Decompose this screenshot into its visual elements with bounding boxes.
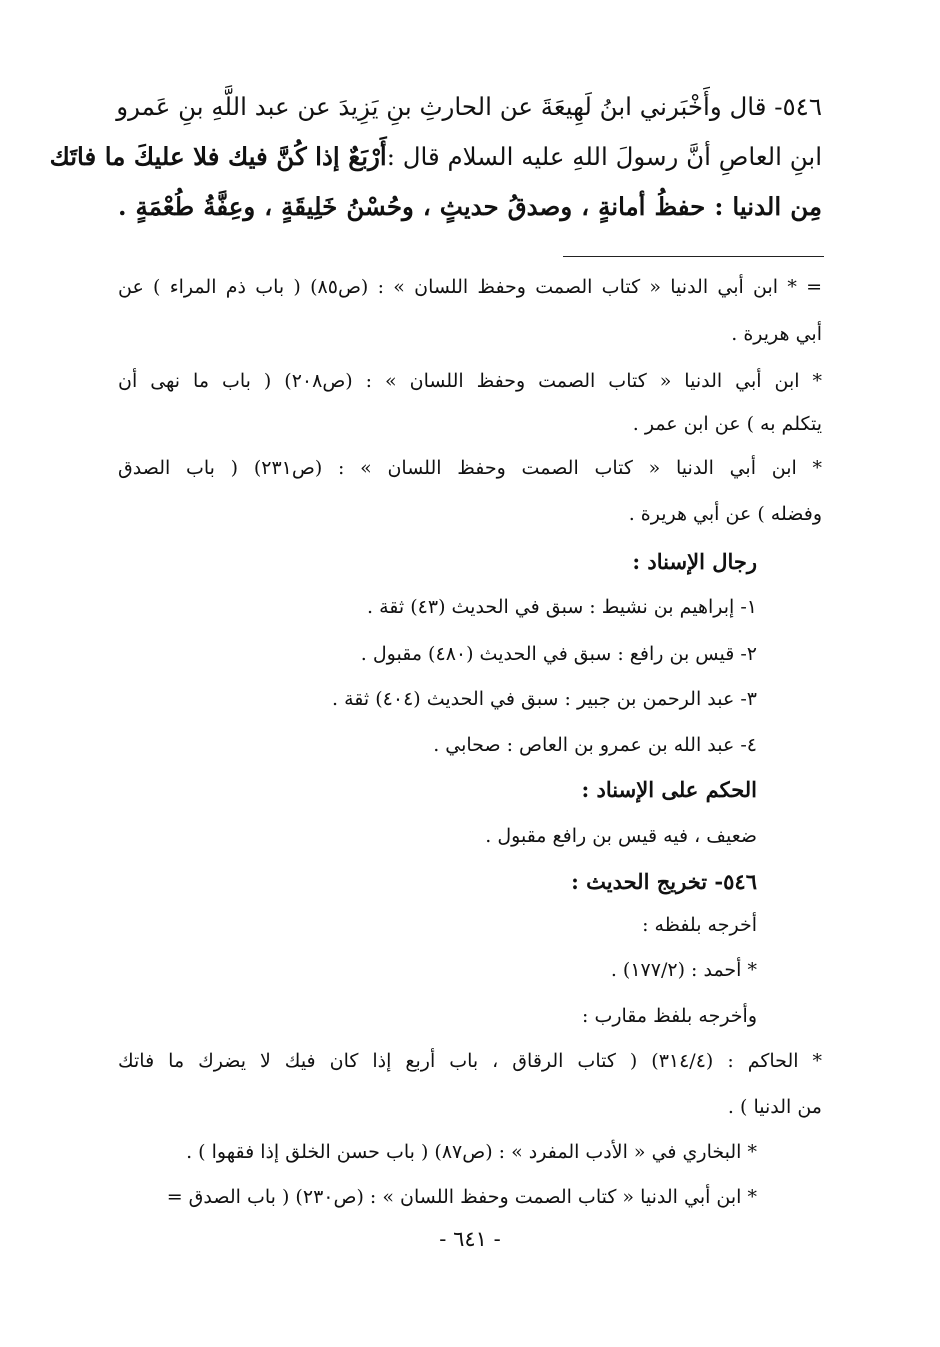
narrator-2: ٢- قيس بن رافع : سبق في الحديث (٤٨٠) مقبول . xyxy=(360,643,757,665)
hadith-line-3: مِن الدنيا : حفظُ أمانةٍ ، وصدقُ حديثٍ ، وحُسْنُ خَلِيقَةٍ ، وعِفَّةُ طُعْمَةٍ . xyxy=(118,192,822,221)
bilafzihi-text: أخرجه بلفظه : xyxy=(642,914,757,936)
narrator-3: ٣- عبد الرحمن بن جبير : سبق في الحديث (٤٠٤) ثقة . xyxy=(332,688,757,710)
hadith-line-2 xyxy=(49,142,822,171)
footnote-separator xyxy=(563,256,824,257)
footnote-2-line-1: * ابن أبي الدنيا « كتاب الصمت وحفظ اللسان » : (ص٢٠٨) ( باب ما نهى أن xyxy=(118,370,822,392)
narrator-4: ٤- عبد الله بن عمرو بن العاص : صحابي . xyxy=(433,734,757,756)
bukhari-citation: * البخاري في « الأدب المفرد » : (ص٨٧) ( باب حسن الخلق إذا فقهوا ) . xyxy=(186,1141,757,1163)
footnote-1-line-2: أبي هريرة . xyxy=(731,323,822,345)
footnote-3-line-2: وفضله ) عن أبي هريرة . xyxy=(628,503,822,525)
muqarib-text: وأخرجه بلفظ مقارب : xyxy=(582,1005,757,1027)
hadith-intro-text: ابنِ العاصِ أنَّ رسولَ اللهِ عليه السلام قال : xyxy=(386,142,822,171)
rijal-heading: رجال الإسناد : xyxy=(632,549,757,574)
hakim-citation-line-1: * الحاكم : (٣١٤/٤) ( كتاب الرقاق ، باب أربع إذا كان فيك لا يضرك ما فاتك xyxy=(118,1050,822,1072)
hadith-line-1: ٥٤٦- قال وأَخْبَرني ابنُ لَهِيعَةَ عن الحارثِ بنِ يَزِيدَ عن عبد اللَّهِ بنِ عَمرو xyxy=(116,92,822,121)
hukm-heading: الحكم على الإسناد : xyxy=(581,777,757,802)
takhrij-heading: ٥٤٦- تخريج الحديث : xyxy=(571,869,757,894)
hadith-quote-text: أَرْبَعٌ إذا كُنَّ فيك فلا عليكَ ما فاتَك xyxy=(49,142,387,171)
hakim-citation-line-2: من الدنيا ) . xyxy=(727,1096,822,1118)
hukm-text: ضعيف ، فيه قيس بن رافع مقبول . xyxy=(485,825,757,847)
footnote-1-line-1: = * ابن أبي الدنيا « كتاب الصمت وحفظ اللسان » : (ص٨٥) ( باب ذم المراء ) عن xyxy=(118,276,822,298)
footnote-3-line-1: * ابن أبي الدنيا « كتاب الصمت وحفظ اللسان » : (ص٢٣١) ( باب الصدق xyxy=(118,457,822,479)
narrator-1: ١- إبراهيم بن نشيط : سبق في الحديث (٤٣) ثقة . xyxy=(367,596,757,618)
ibn-abi-dunya-citation: * ابن أبي الدنيا « كتاب الصمت وحفظ اللسان » : (ص٢٣٠) ( باب الصدق = xyxy=(166,1186,757,1208)
ahmad-citation: * أحمد : (١٧٧/٢) . xyxy=(610,959,757,981)
footnote-2-line-2: يتكلم به ) عن ابن عمر . xyxy=(632,413,822,435)
page-number: - ٦٤١ - xyxy=(439,1227,501,1251)
